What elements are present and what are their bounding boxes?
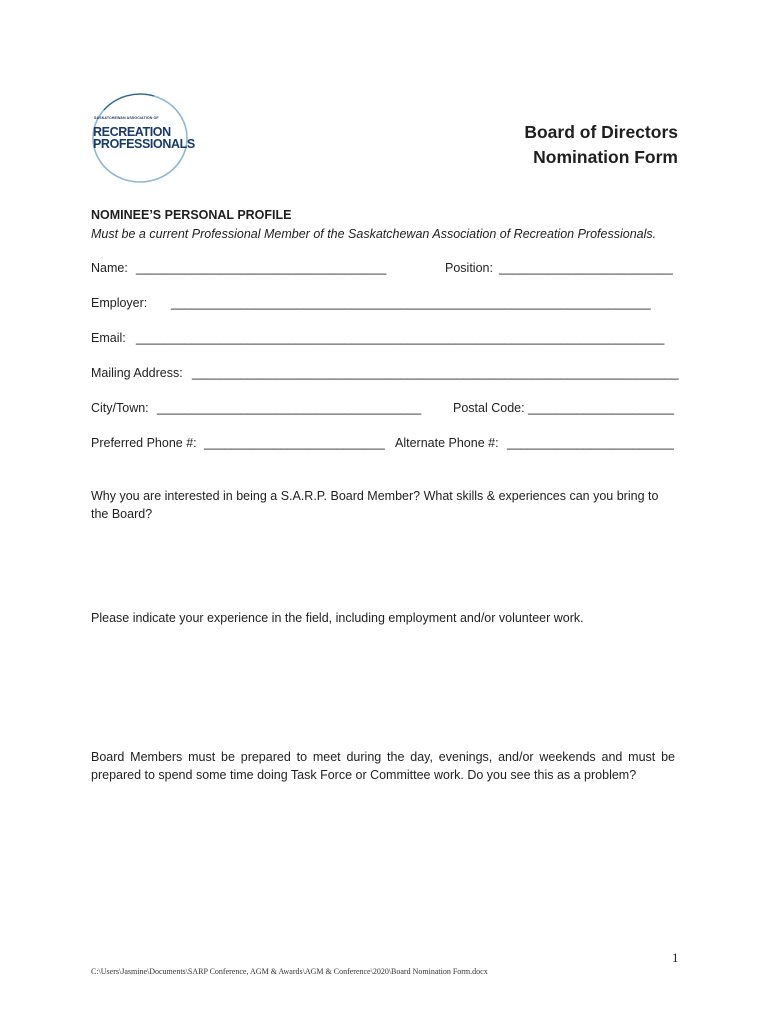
- file-path-footer: C:\Users\Jasmine\Documents\SARP Conference, AGM & Awards\AGM & Conference\2020\Board Nomination Form.docx: [91, 967, 488, 976]
- postal-field[interactable]: _____________________: [528, 401, 674, 415]
- employer-label: Employer:: [91, 296, 148, 310]
- position-label: Position:: [445, 261, 493, 275]
- email-row: [91, 331, 675, 349]
- city-postal-row: [91, 401, 675, 419]
- question-interest: Why you are interested in being a S.A.R.P. Board Member? What skills & experiences can you bring to the Board?: [91, 489, 659, 521]
- employer-row: [91, 296, 675, 314]
- logo-line-recreation: RECREATION: [93, 125, 171, 139]
- page-number: 1: [672, 950, 679, 965]
- mailing-field[interactable]: ______________________________________________________________________: [192, 366, 679, 380]
- mailing-label: Mailing Address:: [91, 366, 183, 380]
- email-label: Email:: [91, 331, 126, 345]
- name-position-row: [91, 261, 675, 279]
- question-availability: Board Members must be prepared to meet during the day, evenings, and/or weekends and must be prepared to spend some time doing Task Force or Committee work. Do you see this as a problem?: [91, 750, 675, 782]
- form-title: [524, 120, 678, 170]
- title-line-1: Board of Directors: [524, 122, 678, 142]
- question-experience: Please indicate your experience in the field, including employment and/or volunteer work.: [91, 611, 584, 625]
- phone-row: [91, 436, 675, 454]
- title-line-2: Nomination Form: [533, 147, 678, 167]
- postal-label: Postal Code:: [453, 401, 525, 415]
- alt-phone-label: Alternate Phone #:: [395, 436, 499, 450]
- logo-small-text: SASKATCHEWAN ASSOCIATION OF: [94, 116, 159, 120]
- sarp-logo: [84, 92, 195, 184]
- mailing-row: [91, 366, 679, 384]
- phone-field[interactable]: __________________________: [204, 436, 385, 450]
- phone-label: Preferred Phone #:: [91, 436, 197, 450]
- alt-phone-field[interactable]: ________________________: [507, 436, 674, 450]
- section-heading: NOMINEE’S PERSONAL PROFILE: [91, 208, 292, 222]
- email-field[interactable]: ____________________________________________________________________________: [136, 331, 665, 345]
- city-label: City/Town:: [91, 401, 149, 415]
- city-field[interactable]: ______________________________________: [157, 401, 422, 415]
- employer-field[interactable]: _____________________________________________________________________: [171, 296, 651, 310]
- position-field[interactable]: _________________________: [499, 261, 673, 275]
- section-subheading: Must be a current Professional Member of the Saskatchewan Association of Recreation Professionals.: [91, 227, 657, 241]
- logo-line-professionals: PROFESSIONALS: [93, 137, 195, 151]
- name-label: Name:: [91, 261, 128, 275]
- name-field[interactable]: ____________________________________: [136, 261, 387, 275]
